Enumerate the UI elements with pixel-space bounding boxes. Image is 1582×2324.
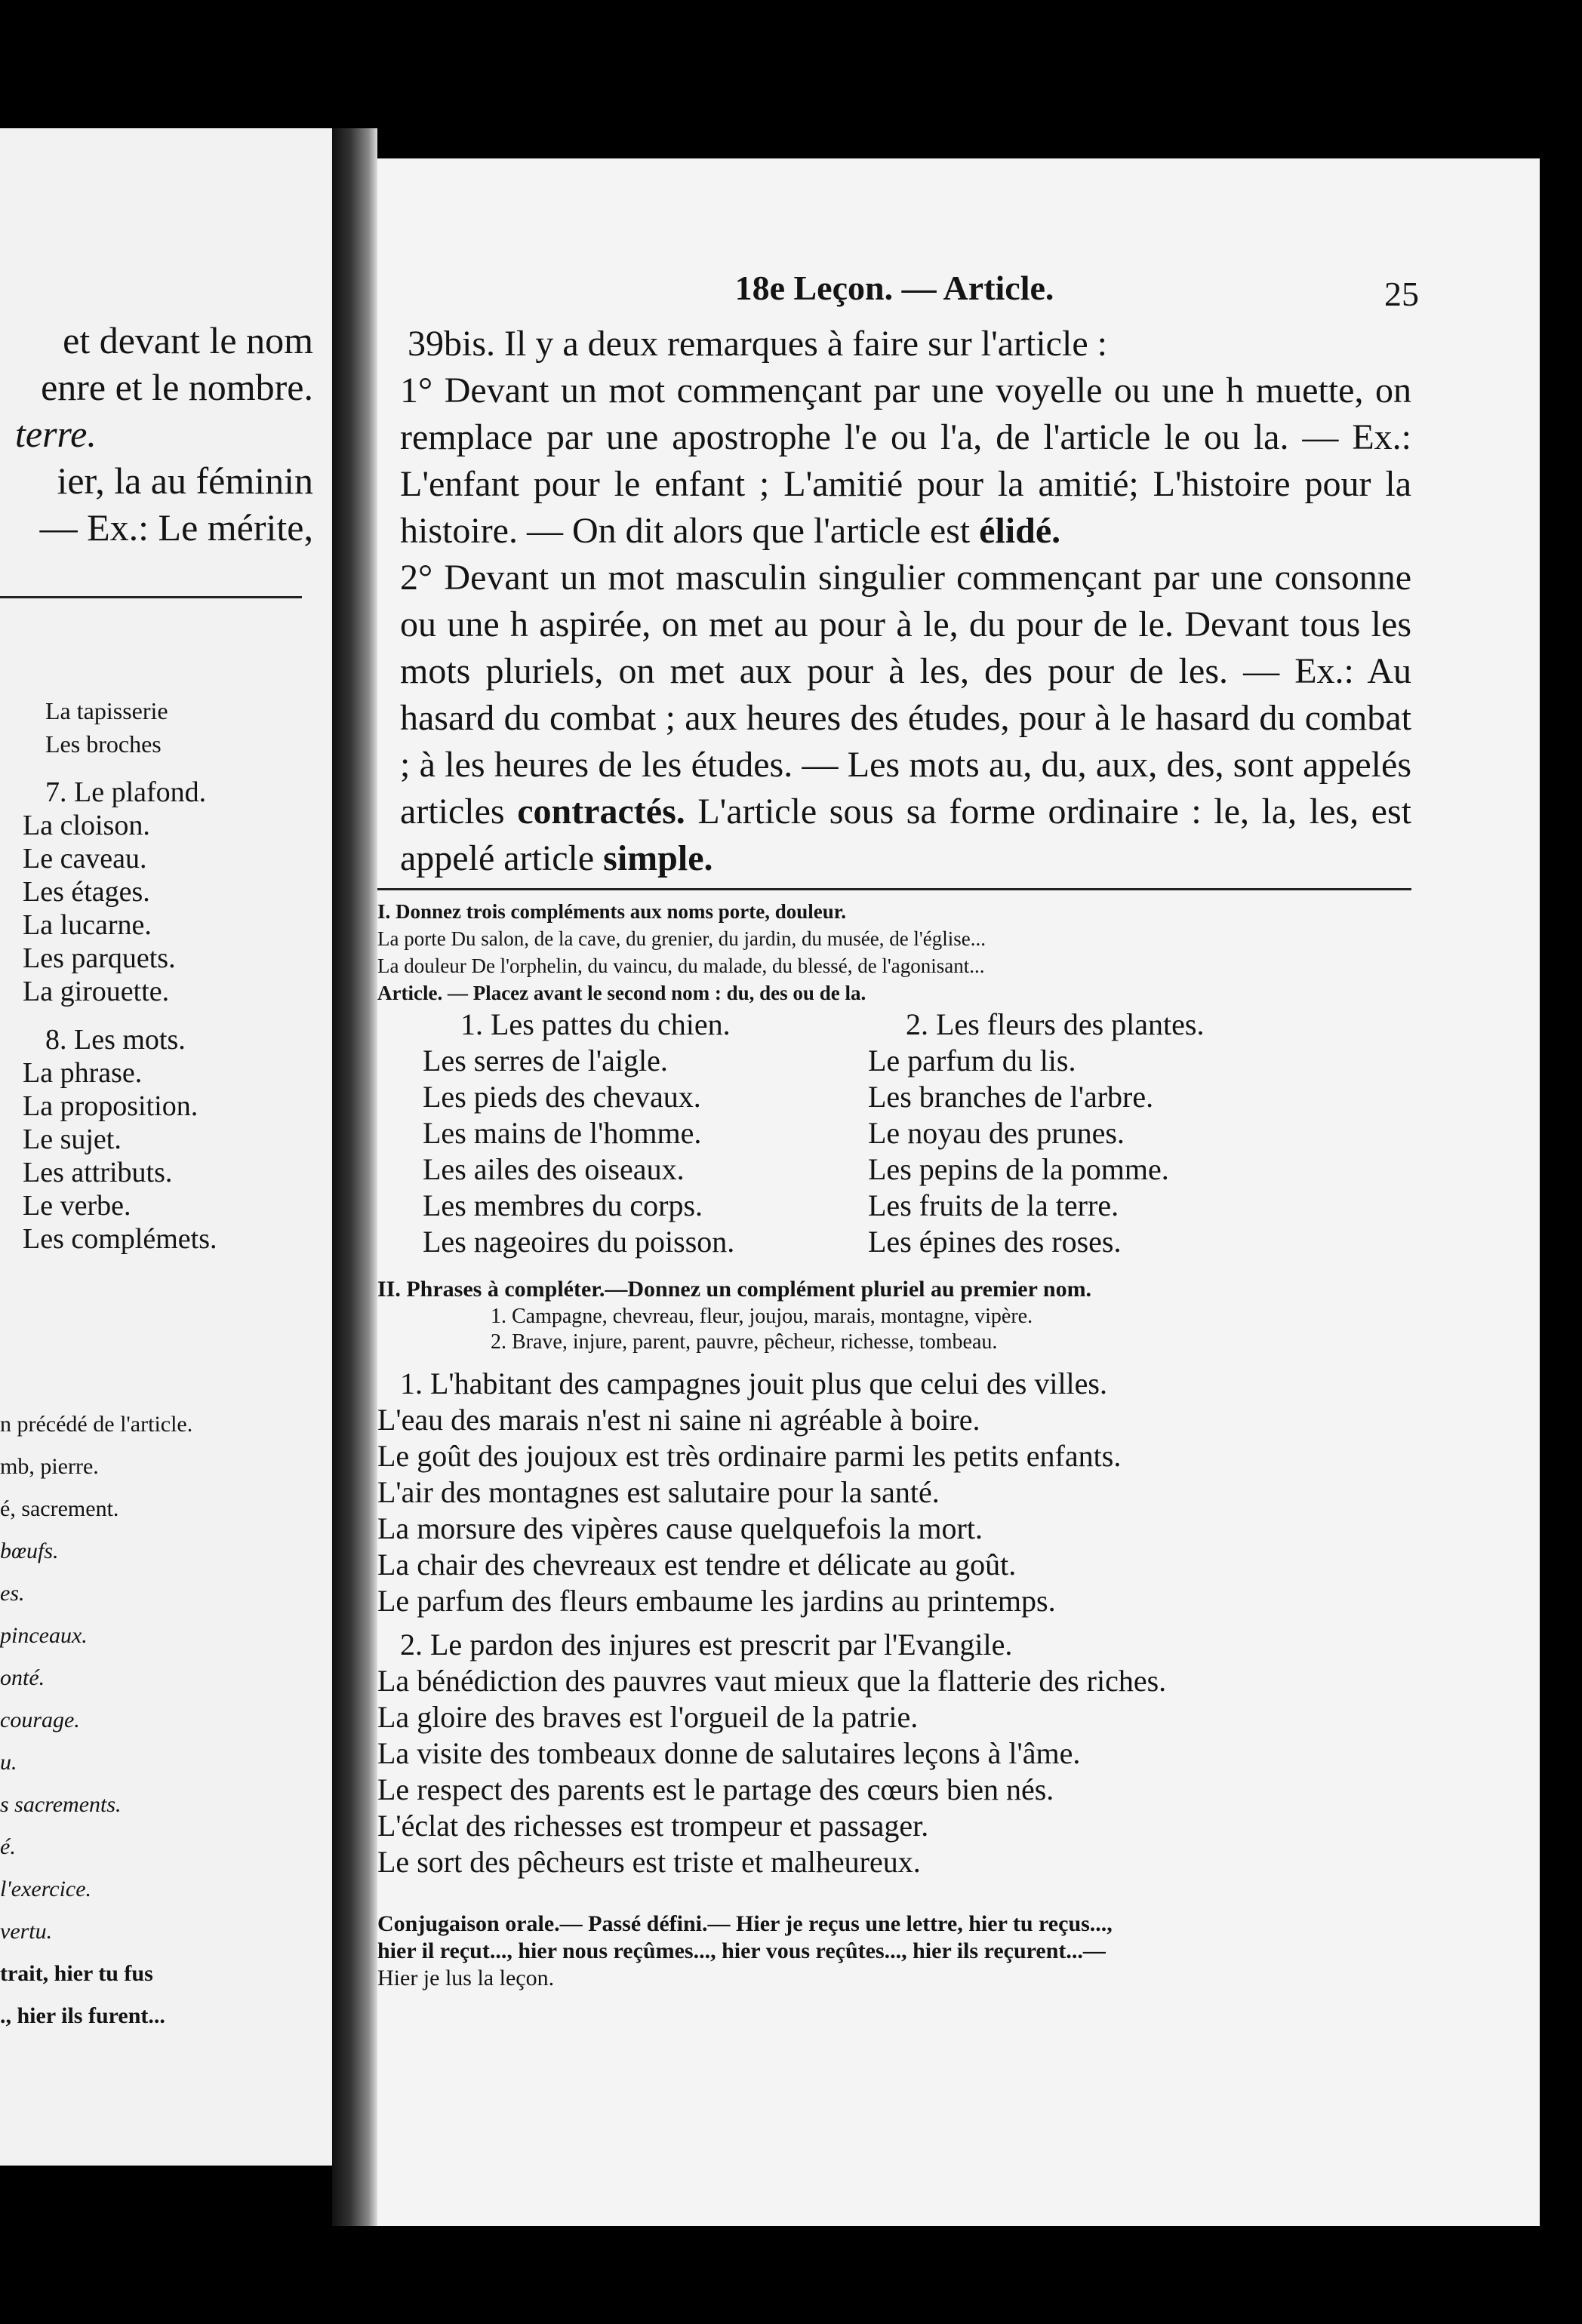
exercise-1-column-2 — [868, 1007, 1313, 1260]
left-bottom-line: bœufs. — [0, 1539, 59, 1563]
left-bottom-line: é, sacrement. — [0, 1496, 119, 1521]
left-bottom-line: n précédé de l'article. — [0, 1412, 193, 1437]
conjugation-line: Conjugaison orale.— Passé défini.— Hier je reçus une lettre, hier tu reçus..., — [377, 1911, 1113, 1936]
exercise-2-title: II. Phrases à compléter.—Donnez un complément pluriel au premier nom. — [377, 1277, 1092, 1302]
left-list-item: Le caveau. — [23, 843, 147, 875]
exercise-1-columns — [423, 1007, 1411, 1260]
sentence: La visite des tombeaux donne de salutaires leçons à l'âme. — [377, 1736, 1081, 1770]
left-bottom-line: u. — [0, 1750, 17, 1775]
sentence: Le parfum des fleurs embaume les jardins au printemps. — [377, 1584, 1056, 1618]
exercise-1-example-porte: La porte Du salon, de la cave, du grenier, du jardin, du musée, de l'église... — [377, 927, 986, 950]
left-list-item: 8. Les mots. — [45, 1024, 186, 1056]
sentence: La chair des chevreaux est tendre et délicate au goût. — [377, 1548, 1017, 1582]
left-bottom-line: mb, pierre. — [0, 1454, 99, 1479]
exercise-item: Les mains de l'homme. — [423, 1116, 702, 1150]
left-list-item: Le verbe. — [23, 1190, 131, 1222]
left-list-item: La phrase. — [23, 1057, 143, 1089]
sentence: Le respect des parents est le partage des cœurs bien nés. — [377, 1772, 1054, 1806]
page-number: 25 — [1384, 275, 1419, 313]
exercise-2 — [377, 1275, 1411, 1355]
left-bottom-line: courage. — [0, 1708, 80, 1732]
exercise-1-example-douleur: La douleur De l'orphelin, du vaincu, du malade, du blessé, de l'agonisant... — [377, 954, 985, 977]
left-line: et devant le nom — [63, 319, 313, 361]
sentence: L'eau des marais n'est ni saine ni agréable à boire. — [377, 1403, 980, 1437]
left-line: terre. — [15, 413, 97, 455]
exercise-item: Les épines des roses. — [868, 1225, 1122, 1259]
left-bottom-line: l'exercice. — [0, 1877, 92, 1901]
rule-keyword: élidé. — [979, 511, 1061, 551]
rule-39bis-intro: 39bis. Il y a deux remarques à faire sur l'article : — [408, 324, 1107, 364]
left-list-item: La lucarne. — [23, 909, 152, 941]
exercise-2-sentences-1 — [377, 1366, 1411, 1619]
left-page-rule — [0, 596, 302, 598]
left-bottom-line: pinceaux. — [0, 1623, 88, 1648]
rule-39bis-point1 — [377, 367, 1411, 555]
left-page-list — [23, 694, 217, 1256]
left-bottom-line: es. — [0, 1581, 25, 1606]
left-bottom-line: ., hier ils furent... — [0, 2003, 165, 2028]
left-list-item: Les complémets. — [23, 1223, 217, 1255]
rule-text: 2° Devant un mot masculin singulier commençant par une consonne ou une h aspirée, on met au pour à le, du pour de le. Devant tous les mots pluriels, on met aux pour à les, des pour de les. — Ex.: Au hasard du combat ; aux heures des études, pour à le hasard du combat ; à les heures de les études. — Les mots au, du, aux, des, sont appelés articles — [400, 558, 1411, 832]
left-page-fragment — [0, 128, 332, 2166]
left-list-item: Les attributs. — [23, 1157, 173, 1188]
left-list-item: La proposition. — [23, 1090, 199, 1122]
left-bottom-line: é. — [0, 1834, 16, 1859]
exercise-item: Le parfum du lis. — [868, 1044, 1076, 1077]
exercise-item: 1. Les pattes du chien. — [460, 1007, 731, 1041]
left-list-item: La girouette. — [23, 976, 170, 1007]
exercise-1 — [377, 898, 1411, 1260]
left-line: enre et le nombre. — [41, 366, 313, 408]
sentence: Le goût des joujoux est très ordinaire parmi les petits enfants. — [377, 1439, 1122, 1473]
sentence: 2. Le pardon des injures est prescrit par l'Evangile. — [400, 1628, 1013, 1662]
exercise-item: 2. Les fleurs des plantes. — [906, 1007, 1205, 1041]
exercise-2-sentences-2 — [377, 1627, 1411, 1880]
exercise-1-column-1 — [423, 1007, 868, 1260]
conjugation-line: hier il reçut..., hier nous reçûmes..., hier vous reçûtes..., hier ils reçurent...— — [377, 1938, 1106, 1963]
exercise-1-title: I. Donnez trois compléments aux noms porte, douleur. — [377, 900, 847, 923]
left-bottom-line: s sacrements. — [0, 1792, 122, 1817]
sentence: Le sort des pêcheurs est triste et malheureux. — [377, 1845, 921, 1879]
left-list-item: Les broches — [45, 730, 162, 758]
exercise-1-article-instruction: Article. — Placez avant le second nom : du, des ou de la. — [377, 982, 866, 1004]
left-list-item: La cloison. — [23, 810, 150, 841]
conjugation-section — [377, 1911, 1411, 1992]
exercise-item: Les fruits de la terre. — [868, 1188, 1119, 1222]
rule-39bis-point2 — [377, 555, 1411, 882]
left-list-item: 7. Le plafond. — [45, 776, 207, 808]
left-bottom-line: trait, hier tu fus — [0, 1961, 153, 1986]
rule-text: L'article sous sa forme ordinaire : le, la, les, est appelé article — [400, 792, 1411, 878]
exercise-item: Les pepins de la pomme. — [868, 1152, 1169, 1186]
left-line: — Ex.: Le mérite, — [39, 506, 313, 549]
page-header — [377, 268, 1419, 321]
sentence: 1. L'habitant des campagnes jouit plus que celui des villes. — [400, 1366, 1107, 1400]
exercise-item: Le noyau des prunes. — [868, 1116, 1125, 1150]
rule-keyword: simple. — [603, 838, 713, 878]
left-list-item: Les parquets. — [23, 942, 176, 974]
exercise-item: Les pieds des chevaux. — [423, 1080, 701, 1114]
left-bottom-line: onté. — [0, 1665, 45, 1690]
lesson-title: 18e Leçon. — Article. — [734, 269, 1054, 307]
left-list-item: Les étages. — [23, 876, 150, 908]
section-rule — [377, 888, 1411, 890]
left-bottom-line: vertu. — [0, 1919, 53, 1944]
left-list-item: La tapisserie — [45, 697, 168, 724]
conjugation-line: Hier je lus la leçon. — [377, 1966, 555, 1990]
sentence: La morsure des vipères cause quelquefois la mort. — [377, 1511, 983, 1545]
exercise-2-words-2: 2. Brave, injure, parent, pauvre, pêcheur, richesse, tombeau. — [491, 1330, 998, 1354]
exercise-item: Les ailes des oiseaux. — [423, 1152, 685, 1186]
sentence: L'air des montagnes est salutaire pour la santé. — [377, 1475, 940, 1509]
left-list-item: Le sujet. — [23, 1124, 122, 1155]
sentence: La bénédiction des pauvres vaut mieux que la flatterie des riches. — [377, 1664, 1167, 1698]
sentence: La gloire des braves est l'orgueil de la patrie. — [377, 1700, 919, 1734]
left-line: ier, la au féminin — [57, 460, 313, 502]
exercise-item: Les serres de l'aigle. — [423, 1044, 668, 1077]
rule-text: 1° Devant un mot commençant par une voyelle ou une h muette, on remplace par une apostrophe l'e ou l'a, de l'article le ou la. — Ex.: L'enfant pour le enfant ; L'amitié pour la amitié; L'histoire pour la histoire. — On dit alors que l'article est — [400, 370, 1411, 551]
rule-keyword: contractés. — [517, 792, 685, 832]
left-page-bottom-text — [0, 1403, 192, 2037]
exercise-item: Les nageoires du poisson. — [423, 1225, 735, 1259]
exercise-item: Les branches de l'arbre. — [868, 1080, 1154, 1114]
exercise-item: Les membres du corps. — [423, 1188, 703, 1222]
sentence: L'éclat des richesses est trompeur et passager. — [377, 1809, 929, 1843]
book-gutter-shadow — [332, 128, 377, 2226]
left-page-top-text — [0, 317, 313, 551]
exercise-2-words-1: 1. Campagne, chevreau, fleur, joujou, marais, montagne, vipère. — [491, 1305, 1033, 1328]
right-page-content — [377, 268, 1419, 1992]
